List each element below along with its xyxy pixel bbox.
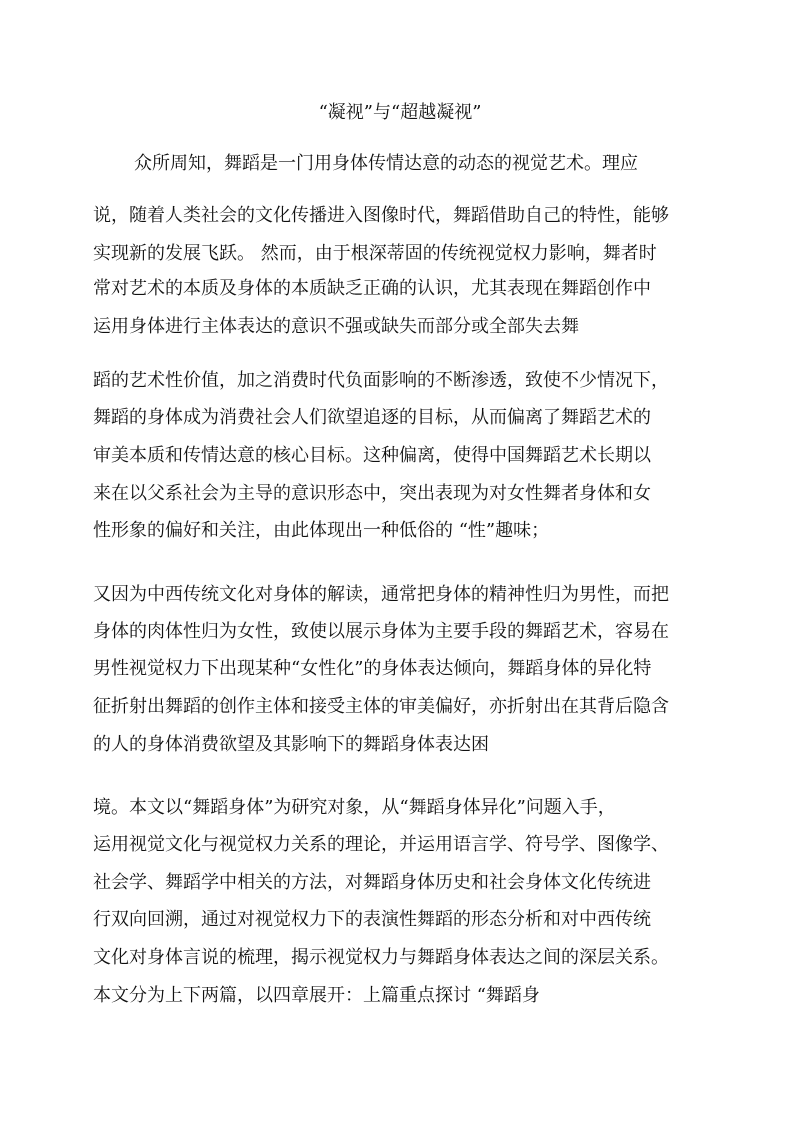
paragraph-5-line-2: 运用视觉文化与视觉权力关系的理论，并运用语言学、符号学、图像学、 (93, 834, 669, 855)
paragraph-3-line-1: 蹈的艺术性价值，加之消费时代负面影响的不断渗透，致使不少情况下， (93, 370, 669, 391)
paragraph-4-line-3: 男性视觉权力下出现某种“女性化”的身体表达倾向，舞蹈身体的异化特 (93, 658, 652, 679)
paragraph-2-line-1: 说，随着人类社会的文化传播进入图像时代，舞蹈借助自己的特性，能够 (93, 205, 669, 226)
document-title: “凝视”与“超越凝视” (318, 102, 482, 123)
paragraph-5-line-1: 境。本文以“舞蹈身体”为研究对象，从“舞蹈身体异化”问题入手， (93, 797, 616, 818)
paragraph-1-line-1: 众所周知，舞蹈是一门用身体传情达意的动态的视觉艺术。理应 (134, 153, 638, 174)
paragraph-4-line-4: 征折射出舞蹈的创作主体和接受主体的审美偏好，亦折射出在其背后隐含 (93, 696, 669, 717)
paragraph-5-line-4: 行双向回溯，通过对视觉权力下的表演性舞蹈的形态分析和对中西传统 (93, 909, 651, 930)
paragraph-4-line-1: 又因为中西传统文化对身体的解读，通常把身体的精神性归为男性，而把 (93, 584, 669, 605)
paragraph-5-line-3: 社会学、舞蹈学中相关的方法，对舞蹈身体历史和社会身体文化传统进 (93, 872, 651, 893)
paragraph-2-line-3: 常对艺术的本质及身体的本质缺乏正确的认识，尤其表现在舞蹈创作中 (93, 278, 651, 299)
paragraph-3-line-4: 来在以父系社会为主导的意识形态中，突出表现为对女性舞者身体和女 (93, 483, 651, 504)
paragraph-3-line-5: 性形象的偏好和关注，由此体现出一种低俗的 “性”趣味； (93, 520, 550, 541)
paragraph-5-line-5: 文化对身体言说的梳理，揭示视觉权力与舞蹈身体表达之间的深层关系。 (93, 947, 669, 968)
paragraph-4-line-2: 身体的肉体性归为女性，致使以展示身体为主要手段的舞蹈艺术，容易在 (93, 621, 669, 642)
paragraph-2-line-2: 实现新的发展飞跃。 然而，由于根深蒂固的传统视觉权力影响，舞者时 (93, 243, 657, 264)
paragraph-4-line-5: 的人的身体消费欲望及其影响下的舞蹈身体表达困 (93, 734, 489, 755)
paragraph-3-line-3: 审美本质和传情达意的核心目标。这种偏离，使得中国舞蹈艺术长期以 (93, 445, 651, 466)
paragraph-2-line-4: 运用身体进行主体表达的意识不强或缺失而部分或全部失去舞 (93, 316, 579, 337)
paragraph-3-line-2: 舞蹈的身体成为消费社会人们欲望追逐的目标，从而偏离了舞蹈艺术的 (93, 407, 651, 428)
paragraph-5-line-6: 本文分为上下两篇，以四章展开：上篇重点探讨 “舞蹈身 (93, 985, 540, 1006)
